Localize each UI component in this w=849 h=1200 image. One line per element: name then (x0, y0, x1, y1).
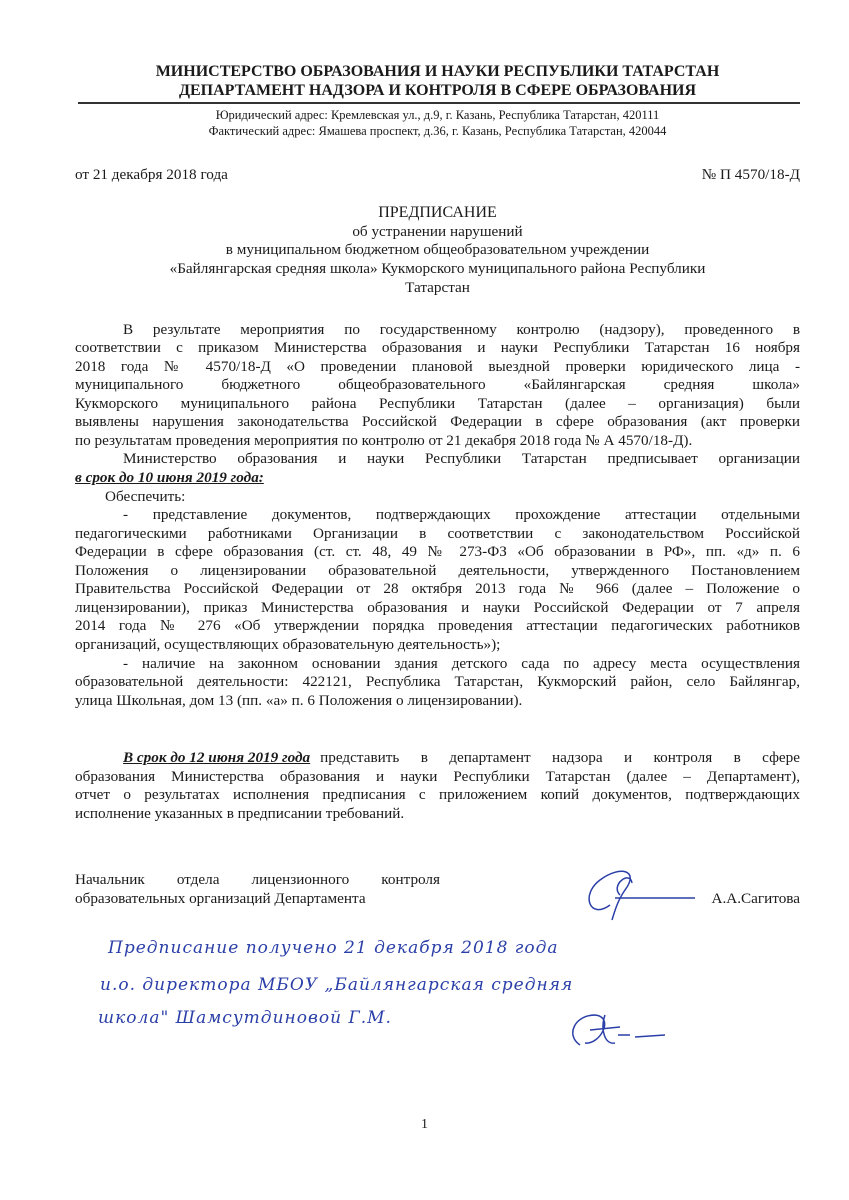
page-number: 1 (421, 1117, 428, 1132)
signatory-name: А.А.Сагитова (711, 890, 800, 907)
text-line: - наличие на законном основании здания детского сада по адресу места осуществления (123, 655, 800, 672)
handwritten-line: и.о. директора МБОУ „Байлянгарская средняя (100, 975, 574, 995)
text-line: соответствии с приказом Министерства образования и науки Республики Татарстан 16 ноября (75, 339, 800, 356)
text-line: муниципального бюджетного общеобразовательного «Байлянгарская средняя школа» (75, 376, 800, 393)
legal-address: Юридический адрес: Кремлевская ул., д.9, г. Казань, Республика Татарстан, 420111 (215, 108, 660, 122)
text-line: выявлены нарушения законодательства Российской Федерации в сфере образования (акт проверки (75, 413, 800, 430)
text-line: Правительства Российской Федерации от 28 октября 2013 года № 966 (далее – Положение о (75, 580, 800, 597)
handwritten-line: Предписание получено 21 декабря 2018 года (108, 938, 559, 958)
department-name: ДЕПАРТАМЕНТ НАДЗОРА И КОНТРОЛЯ В СФЕРЕ ОБРАЗОВАНИЯ (178, 82, 697, 99)
text-line: образования Министерства образования и науки Республики Татарстан (далее – Департамент), (75, 768, 800, 785)
document-date: от 21 декабря 2018 года (75, 166, 228, 183)
title-line: в муниципальном бюджетном общеобразовательном учреждении (225, 241, 650, 258)
text-line: Министерство образования и науки Республики Татарстан предписывает организации (123, 450, 800, 467)
header-divider (78, 102, 800, 104)
text-line: 2018 года № 4570/18-Д «О проведении плановой выездной проверки юридического лица - (75, 358, 800, 375)
title-line: Татарстан (405, 279, 470, 296)
text-line: педагогическими работниками Организации в соответствии с законодательством Российской (75, 525, 800, 542)
title-main: ПРЕДПИСАНИЕ (378, 204, 497, 221)
deadline-2: В срок до 12 июня 2019 года (123, 749, 311, 766)
text-line: Кукморского муниципального района Республики Татарстан (далее – организация) были (75, 395, 800, 412)
text-fragment: представить в департамент надзора и контроля в сфере (320, 749, 800, 766)
text-line: по результатам проведения мероприятия по контролю от 21 декабря 2018 года № А 4570/18-Д). (75, 432, 693, 449)
text-line: отчет о результатах исполнения предписания с приложением копий документов, подтверждающих (75, 786, 800, 803)
ensure-label: Обеспечить: (105, 488, 186, 505)
text-line: В результате мероприятия по государственному контролю (надзору), проведенного в (123, 321, 800, 338)
signatory-position: Начальник отдела лицензионного контроля (75, 871, 440, 888)
handwritten-line: школа" Шамсутдиновой Г.М. (98, 1008, 392, 1028)
text-line: Положения о лицензировании образовательной деятельности, утвержденного Постановлением (75, 562, 800, 579)
deadline-1: в срок до 10 июня 2019 года: (75, 469, 264, 486)
signatory-position: образовательных организаций Департамента (75, 890, 366, 907)
text-line: исполнение указанных в предписании требований. (75, 805, 405, 822)
ministry-name: МИНИСТЕРСТВО ОБРАЗОВАНИЯ И НАУКИ РЕСПУБЛИКИ ТАТАРСТАН (155, 63, 720, 80)
signature-icon (570, 865, 700, 925)
text-line: образовательной деятельности: 422121, Республика Татарстан, Кукморский район, село Байлянгар, (75, 673, 800, 690)
text-line: лицензировании), приказ Министерства образования и науки Российской Федерации от 7 апреля (75, 599, 800, 616)
text-line: Федерации в сфере образования (ст. ст. 48, 49 № 273-ФЗ «Об образовании в РФ», пп. «д» п. 6 (75, 543, 800, 560)
text-line: улица Школьная, дом 13 (пп. «а» п. 6 Положения о лицензировании). (75, 692, 523, 709)
text-line: 2014 года № 276 «Об утверждении порядка проведения аттестации педагогических работников (75, 617, 800, 634)
document-number: № П 4570/18-Д (701, 166, 800, 183)
text-line: - представление документов, подтверждающих прохождение аттестации отдельными (123, 506, 800, 523)
text-line: организаций, осуществляющих образовательную деятельность»); (75, 636, 501, 653)
text-line (75, 749, 800, 767)
title-line: «Байлянгарская средняя школа» Кукморского муниципального района Республики (169, 260, 706, 277)
actual-address: Фактический адрес: Ямашева проспект, д.36, г. Казань, Республика Татарстан, 420044 (208, 124, 667, 138)
signature-icon (560, 1005, 670, 1055)
deadline-line (75, 469, 800, 487)
title-line: об устранении нарушений (352, 223, 523, 240)
